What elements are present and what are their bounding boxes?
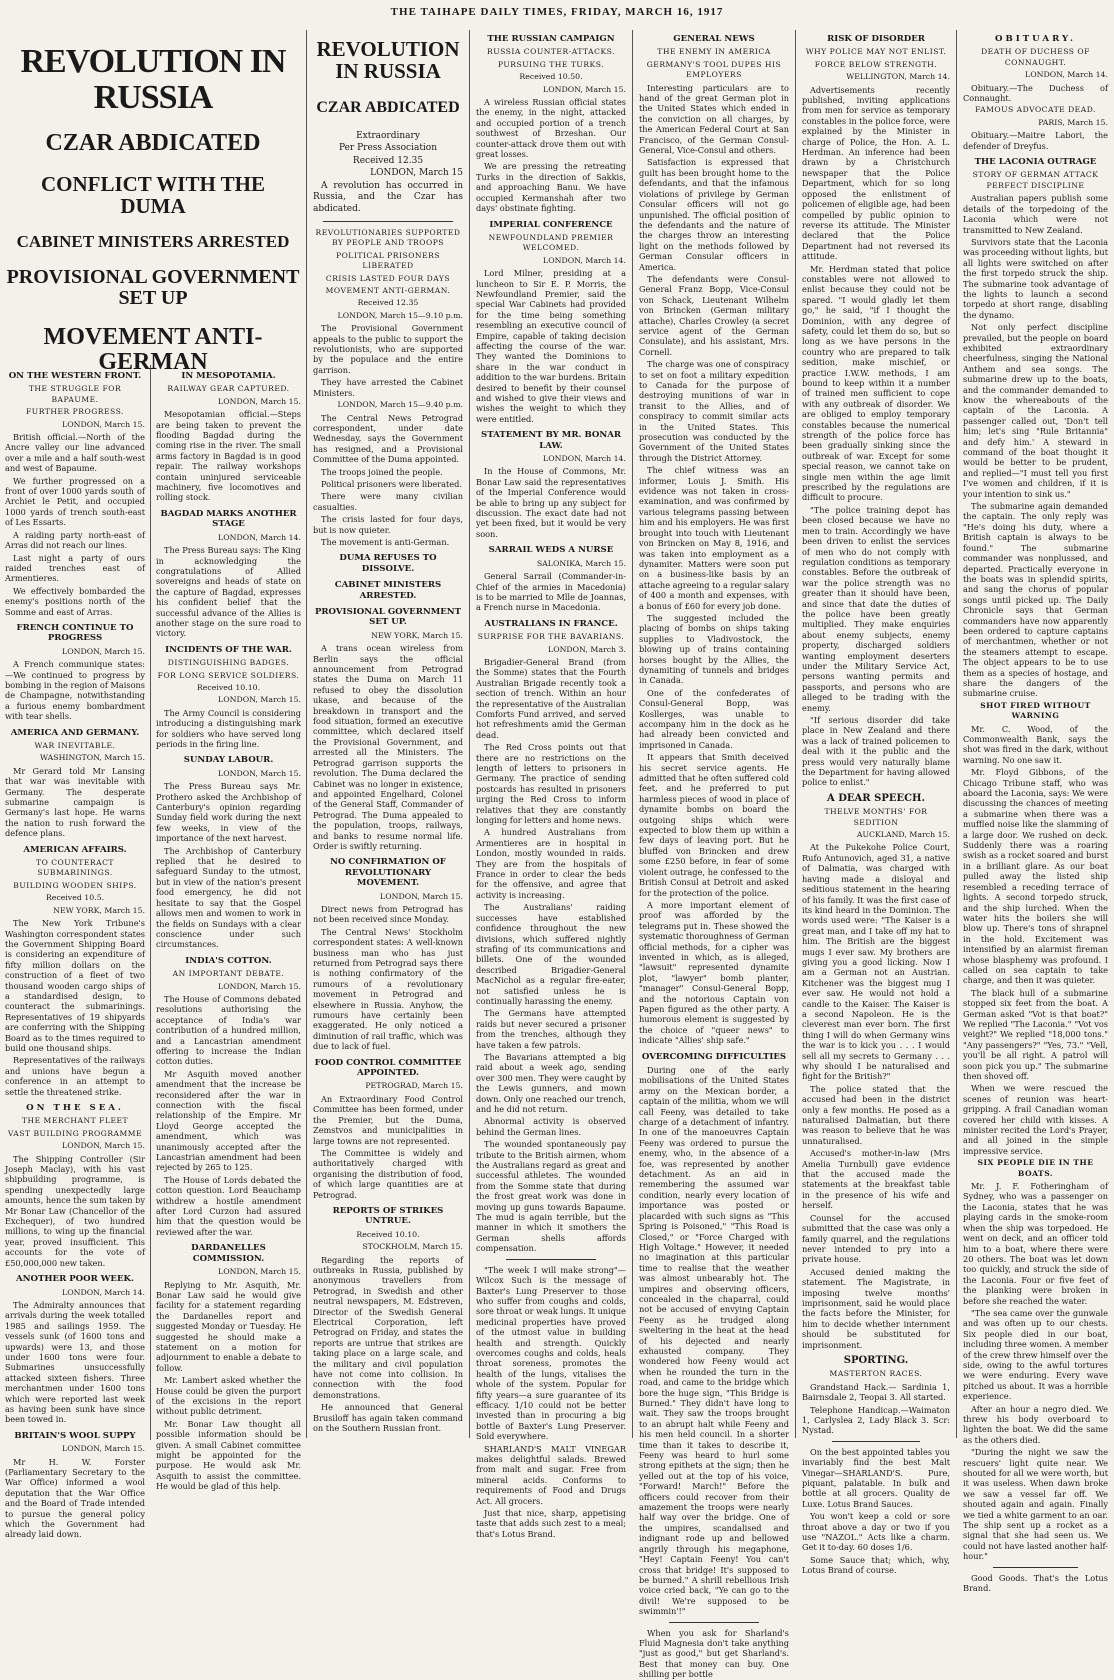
subheading: THE MERCHANT FLEET xyxy=(21,1116,129,1126)
paragraph: After an hour a negro died. We threw his body overboard to lighten the boat. We did the same as the others died. xyxy=(963,1403,1108,1445)
headline-czar-2: CZAR ABDICATED xyxy=(316,99,460,117)
subheading: RAILWAY GEAR CAPTURED. xyxy=(167,384,290,394)
paragraph: A wireless Russian official states the enemy, in the night, attacked and occupied portion of a trench southwest of Brzeshan. Our counter-attack drove them out with great losses. xyxy=(476,97,626,160)
paragraph: Regarding the reports of outbreaks in Russia, published by anonymous travellers from Petrograd, in Swedish and other neutral newspapers, M. Edstreven, Director of the Swedish General Electrical Corporation, left Petrograd on Friday, and states the reports are untrue that strikes are taking place on a large scale, and the military and civil population have not come into collision. In connection with the food demonstrations. xyxy=(313,1254,463,1400)
paragraph: Not only perfect discipline prevailed, but the people on board exhibited extraordinary cheerfulness, singing the National Anthem and sea songs. The submarine drew up to the boats, and the commander demanded to know the whereabouts of the captain of the Laconia. A passenger called out, 'Don't tell him; let's sing "Rule Britannia" and defy him.' A steward in command of the boat thought it would be better to be prudent, and replied—"I must tell you first I've women and children, if it is your intention to sink us." xyxy=(963,322,1108,499)
paragraph: The Germans have attempted raids but never secured a prisoner from the trenches, although they have taken a few patrols. xyxy=(476,1008,626,1050)
subheading: GERMANY'S TOOL DUPES HIS EMPLOYERS xyxy=(646,59,782,80)
paragraph: The submarine again demanded the captain. The only reply was "He's doing his duty, where a British captain is always to be found." The submarine commander was nonplussed, and departed. Practically everyone in the boats was in splendid spirits, and sang the chorus of popular songs until picked up. The Daily Chronicle says that German commanders have now apparently been ordered to capture captains of merchantmen, whether or not the steamers attempt to escape. The object appears to be to use them as a species of hostage, and share the dangers of the submarine cruise. xyxy=(963,501,1108,699)
subheading: RUSSIA COUNTER-ATTACKS. xyxy=(487,47,615,57)
headline-conflict: CONFLICT WITH THE DUMA xyxy=(40,171,266,218)
paragraph: In the House of Commons, Mr. Bonar Law said the representatives of the Imperial Conference would be able to bring up any subject for discussion. The exact date had not yet been fixed, but it would be very soon. xyxy=(476,466,626,539)
paragraph: The Committee is widely and authoritatively charged with organising the distribution of food, of which large quantities are at Petrograd. xyxy=(313,1147,463,1200)
paragraph: The Red Cross points out that there are no restrictions on the length of letters to prisoners in Germany. The practice of sending postcards has resulted in prisoners urging the Red Cross to inform relatives that they are constantly longing for letters and home news. xyxy=(476,742,626,826)
section-heading: INCIDENTS OF THE WAR. xyxy=(165,644,292,655)
subheading: MOVEMENT ANTI-GERMAN. xyxy=(325,286,451,296)
paragraph: A more important element of proof was afforded by the telegrams put in. These showed the systematic thoroughness of German official methods, for a cipher was invented in which, as is alleged, "lawsuit" represented dynamite plot, "lawyer" bomb planter, "manager" Consul-General Bopp, and the notorious Captain von Papen figured as the other party. A humorous element is suggested by the choice of "queer news" to indicate "Allies' ship safe." xyxy=(639,899,789,1046)
paragraph: The House of Commons debated resolutions authorising the acceptance of India's war contribution of a hundred million, and a Lancastrian amendment offering to increase the Indian cotton duties. xyxy=(156,993,301,1067)
received-line: Received 12.35 xyxy=(352,155,424,166)
subheading: THE STRUGGLE FOR BAPAUME. xyxy=(28,384,122,404)
paragraph: Grandstand Hack.— Sardinia 1, Bairnsdale 2, Teopai 3. All started. xyxy=(802,1381,950,1403)
advertisement: Just that nice, sharp, appetising taste that adds such zest to a meal; that's Lotus Brand. xyxy=(476,1508,626,1539)
dateline: LONDON, March 15. xyxy=(62,646,145,656)
headline-movement: MOVEMENT ANTI-GERMAN xyxy=(43,323,263,375)
section-heading: GENERAL NEWS xyxy=(673,34,755,44)
extraordinary-line: Extraordinary xyxy=(356,130,420,141)
paragraph: Satisfaction is expressed that guilt has been brought home to the defendants, and that the infamous violations of privilege by German Consular officers will not go unpunished. The official position of the defendants and the nature of the charges throw an interesting light on the methods followed by German Consular officers in America. xyxy=(639,157,789,272)
section-heading: FOOD CONTROL COMMITTEE APPOINTED. xyxy=(314,1057,462,1079)
subheading: FAMOUS ADVOCATE DEAD. xyxy=(975,105,1096,115)
paragraph: One of the confederates of Consul-General Bopp, was Kosllerges, was unable to accompany him in the dock as he had already been convicted and imprisoned in Canada. xyxy=(639,687,789,750)
dateline: PARIS, March 15. xyxy=(1038,117,1108,127)
section-heading: RISK OF DISORDER xyxy=(827,34,925,44)
paragraph: During one of the early mobilisations of the United States army on the Mexican border, a captain of the militia, whom we will call Feeny, was detailed to take charge of a detachment of infantry. In one of the manoeuvres Captain Feeny was ordered to pursue the enemy, who, in the absence of a foe, was represented by another detachment. As an aid in remembering the assumed war condition, nearly every location of importance was posted or placarded with such signs as "This Spring is Poisoned," "This Road is Closed," or "Force Charged with High Voltage." However, it needed no imagination at this particular time to realise that the weather was almost unbearably hot. The umpires and observing officers, concealed in the chaparral, could not be accused of envying Captain Feeny as he trudged along sweltering in the heat at the head of his dejected and nearly exhausted company. They wondered how Feeny would act when he rounded the turn in the road, and came to the bridge which bore the huge sign, "This Bridge is Burned." They didn't have long to wait. They saw the troops brought to an abrupt halt while Feeny and his men held council. In a shorter time than it takes to describe it, Feeny was heard to hurl some strong epithets at the sign; then he yelled out at the top of his voice, "Forward! March!" Before the officers could recover from their amazement the troops were nearly half way over the bridge. One of the umpires, scandalised and indignant rode up and bellowed angrily through his megaphone, "Hey! Captain Feeny! You can't cross that bridge! It's supposed to be burned." A shrill rebellious Irish voice cried back, "Ye can go to the divil! We're supposed to be swimmin'!" xyxy=(639,1065,789,1617)
advertisement: Some Sauce that; which, why, Lotus Brand of course. xyxy=(802,1554,950,1576)
column-4 xyxy=(633,30,795,1680)
paragraph: We effectively bombarded the enemy's positions north of the Somme and east of Arras. xyxy=(5,585,145,617)
dateline: LONDON, March 15 xyxy=(370,168,463,179)
dateline: WASHINGTON, March 15. xyxy=(39,753,145,763)
section-heading: ANOTHER POOR WEEK. xyxy=(16,1274,134,1285)
paragraph: General Sarrail (Commander-in-Chief of the armies in Macedonia) is to be married to Mlle de Joannas, a French nurse in Macedonia. xyxy=(476,571,626,613)
divider xyxy=(669,1622,759,1623)
paragraph: Accused's mother-in-law (Mrs Amelia Turnbull) gave evidence that the accused made the statements at the breakfast table in the presence of his wife and herself. xyxy=(802,1148,950,1211)
paragraph: The Shipping Controller (Sir Joseph Maclay), with his vast shipbuilding programme, is spending unexpectedly large amounts, hence the sum taken by Mr Bonar Law (Chancellor of the Exchequer), of two hundred millions, to wing up the financial year, proved insufficient. This accounts for the vote of £50,000,000 new taken. xyxy=(5,1153,145,1268)
subheading: SURPRISE FOR THE BAVARIANS. xyxy=(477,632,625,642)
dateline: LONDON, March 14. xyxy=(62,1287,145,1297)
section-heading: DUMA REFUSES TO DISSOLVE. xyxy=(339,553,437,574)
paragraph: Interesting particulars are to hand of the great German plot in the United States which ended in the conviction on all charges, by the American Federal Court at San Francisco, of the German Consul-General, Vice-Consul and others. xyxy=(639,82,789,156)
subheading: NEWFOUNDLAND PREMIER WELCOMED. xyxy=(488,232,614,253)
masthead: THE TAIHAPE DAILY TIMES, FRIDAY, MARCH 16, 1917 xyxy=(390,6,724,18)
divider xyxy=(832,1441,920,1442)
dateline: LONDON, March 15. xyxy=(218,981,301,991)
paragraph: The Central News' Stockholm correspondent states: A well-known business man who has just returned from Petrograd says there is nothing confirmatory of the rumours of a revolutionary movement in Petrograd and elsewhere in Russia. Anyhow, the rumours have certainly been exaggerated. He only noticed a diminution of rail traffic, which was due to lack of fuel. xyxy=(313,926,463,1052)
dateline: LONDON, March 15. xyxy=(380,891,463,901)
subheading: VAST BUILDING PROGRAMME xyxy=(7,1128,143,1138)
paragraph: The House of Lords debated the cotton question. Lord Beauchamp withdrew a hostile amendment after Lord Curzon had assured him that the question would be reviewed after the war. xyxy=(156,1174,301,1237)
dateline: LONDON, March 15. xyxy=(218,396,301,406)
paragraph: Mr Asquith moved another amendment that the increase be reconsidered after the war in connection with the fiscal relationship of the Empire. Mr Lloyd George accepted the amendment, which was unanimously accepted after the Lancastrian amendment had been rejected by 265 to 125. xyxy=(156,1068,301,1173)
paragraph: "During the night we saw the rescuers' light quite near. We shouted for all we were worth, but it was useless. When dawn broke we saw a vessel far off. We shouted again and again. Finally we tied a white garment to an oar. The ship sent up a rocket as a signal that she had seen us. We could not have lasted another half-hour." xyxy=(963,1447,1108,1562)
advertisement: SHARLAND'S MALT VINEGAR makes delightful salads. Brewed from malt and sugar. Free from mineral acids. Conforms to requirements of Food and Drugs Act. All grocers. xyxy=(476,1443,626,1506)
paragraph: They have arrested the Cabinet Ministers. xyxy=(313,377,463,398)
section-heading: OBITUARY. xyxy=(995,34,1076,44)
paragraph: We are pressing the retreating Turks in the direction of Sakkis, and approaching Banu. We have occupied Kermanshah after two days' obstinate fighting. xyxy=(476,161,626,214)
headline-cabinet: CABINET MINISTERS ARRESTED xyxy=(16,231,290,251)
subheading: POLITICAL PRISONERS LIBERATED xyxy=(335,250,441,271)
paragraph: Mr. Floyd Gibbons, of the Chicago Tribune staff, who was aboard the Laconia, says: We were discussing the chances of meeting a submarine when there was a muffled noise like the slamming of a large door. We rushed on deck. Suddenly there was a roaring swish as a rocket soared and burst in a brilliant glare. As our boat pulled away the listed ship resembled a receding terrace of lights. A second torpedo struck, and the ship lurched. When the water hits the boilers she will blow up. There's tons of shrapnel in the hold. Excitement was intensified by an alarmist fireman whose blasphemy was profound. I called on sea captain to take charge, and then it was quieter. xyxy=(963,767,1108,986)
paragraph: Lord Milner, presiding at a luncheon to Sir E. P. Morris, the Newfoundland Premier, said the special War Cabinets had provided for the time being something resembling an executive council of Empire, capable of taking decision affecting the course of the war. They wanted the Dominions to share in the war conduct in addition to the war burdens. Britain desired to benefit by their counsel and wished to give their views and wishes the weight to which they were entitled. xyxy=(476,268,626,424)
dateline: WELLINGTON, March 14. xyxy=(846,72,950,82)
paragraph: We further progressed on a front of over 1000 yards south of Archiet le Petit, and occupied 1000 yards of trench south-east of Les Essarts. xyxy=(5,475,145,528)
subheading: FOR LONG SERVICE SOLDIERS. xyxy=(157,670,300,680)
paragraph: The Provisional Government appeals to the public to support the revolutionists, who are supported by the populace and the entire garrison. xyxy=(313,323,463,375)
section-heading: AMERICAN AFFAIRS. xyxy=(23,844,127,855)
section-heading: AMERICA AND GERMANY. xyxy=(10,727,140,738)
dateline: NEW YORK, March 15. xyxy=(371,630,463,640)
received-line: Received 10.10. xyxy=(356,1229,420,1239)
section-heading: SPORTING. xyxy=(843,1354,909,1366)
paragraph: When we were rescued the scenes of reunion was heart-gripping. A frail Canadian woman covered her child with kisses. A minister recited the Lord's Prayer, and all joined in the simple impressive service. xyxy=(963,1083,1108,1156)
dateline: LONDON, March 15—9.10 p.m. xyxy=(337,310,463,320)
paragraph: It appears that Smith deceived his secret service agents. He admitted that he often suffered cold feet, and he preferred to put harmless pieces of wood in place of dynamite bombs on board the outgoing ships which were expected to blow them up within a few days of leaving port. But he bluffed von Brincken and drew some £250 before, in fear of some violent outrage, he confessed to the British Consul at Detroit and asked for the protection of the police. xyxy=(639,752,789,898)
paragraph: The Central News Petrograd correspondent, under date Wednesday, says the Government has resigned, and a Provisional Committee of the Duma appointed. xyxy=(313,412,463,465)
subheading: THE ENEMY IN AMERICA xyxy=(657,47,771,57)
subheading: MASTERTON RACES. xyxy=(829,1369,923,1379)
paragraph: The Admiralty announces that arrivals during the week totalled 1985 and sailings 1959. The vessels sunk (of 1600 tons and upwards) were 13, and those under 1600 tons were four. Submarines unsuccessfully attacked sixteen fishers. Three merchantmen under 1600 tons which were reported last week as having been sunk have since been towed in. xyxy=(5,1299,145,1425)
paragraph: British official.—North of the Ancre valley our line advanced over a mile and a half south-west and west of Bapaume. xyxy=(5,432,145,474)
paragraph: Brigadier-General Brand (from the Somme) states that the Fourth Australian Brigade recently took a section of trench. Within an hour the representative of the Australian Comforts Fund arrived, and served hot refreshments amid the German dead. xyxy=(476,656,626,740)
divider xyxy=(506,1259,596,1260)
section-heading: DARDANELLES COMMISSION. xyxy=(191,1243,266,1264)
section-heading: AUSTRALIANS IN FRANCE. xyxy=(484,618,618,629)
paragraph: The chief witness was an informer, Louis J. Smith. His evidence was not taken in cross-examination, and was confirmed by various telegrams passing between him and his employers. He was first brought into touch with Lieutenant von Brincken on May 8, 1916, and was taken into employment as a dynamiter. Matters were soon put on a business-like basis by an attache agreeing to a regular salary of 400 a month and expenses, with a bonus of £60 for every job done. xyxy=(639,465,789,611)
received-line: Received 10.50. xyxy=(519,72,583,82)
column-2 xyxy=(307,30,469,1440)
subheading: CRISIS LASTED FOUR DAYS xyxy=(325,273,451,283)
section-heading: FRENCH CONTINUE TO PROGRESS xyxy=(16,622,134,644)
subheading: FORCE BELOW STRENGTH. xyxy=(814,59,938,69)
paragraph: The wounded spontaneously pay tribute to the British airmen, whom the Australians regard as great and successful athletes. The wounded from the Somme state that during the frost great work was done in moving up guns towards Bapaume. The mud is again terrible, but the manner in which it smothers the German shells affords compensation. xyxy=(476,1139,626,1254)
section-heading: SUNDAY LABOUR. xyxy=(183,755,274,766)
column-1 xyxy=(0,30,306,1540)
section-heading: CABINET MINISTERS ARRESTED. xyxy=(334,580,442,601)
subheading: REVOLUTIONARIES SUPPORTED BY PEOPLE AND TROOPS xyxy=(315,228,461,248)
subheading: DEATH OF DUCHESS OF CONNAUGHT. xyxy=(981,47,1090,67)
subheading: SIX PEOPLE DIE IN THE BOATS. xyxy=(977,1158,1094,1178)
headline-provisional: PROVISIONAL GOVERNMENT SET UP xyxy=(6,265,300,309)
paragraph: "If serious disorder did take place in New Zealand and there was a lack of trained policemen to deal with it the public and the press would very naturally blame the Department for having allowed police to enlist." xyxy=(802,715,950,788)
dateline: LONDON, March 15. xyxy=(218,695,301,705)
section-heading: INDIA'S COTTON. xyxy=(185,955,272,966)
paragraph: The New York Tribune's Washington correspondent states the Government Shipping Board is considering an expenditure of fifty million dollars on the construction of a fleet of two thousand wooden cargo ships of a standardised design, to counteract the submarinings. Representatives of 19 shipyards are conferring with the Shipping Board as to the times required to build one thousand ships. xyxy=(5,918,145,1053)
paragraph: The Press Bureau says Mr. Prothero asked the Archbishop of Canterbury's opinion regarding Sunday field work during the next few weeks, in view of the importance of the next harvest. xyxy=(156,781,301,844)
dateline: LONDON, March 14. xyxy=(543,255,626,265)
dateline: LONDON, March 15. xyxy=(62,419,145,429)
dateline: AUCKLAND, March 15. xyxy=(856,830,950,840)
paragraph: A trans ocean wireless from Berlin says the official announcement from Petrograd states the Duma on March 11 refused to obey the dissolution ukase, and because of the breakdown in transport and the food situation, formed an executive committee, which declared itself the Provisional Government, and arrested all the Ministers. The Petrograd garrison supports the revolution. The Duma declared the Cabinet was no longer in existence, and appointed Engelhard, Colonel of the General Staff, Commander of Petrograd. The Duma appealed to the population, troops, railways, and banks to resume normal life. Order is swiftly returning. xyxy=(313,643,463,851)
headline-czar: CZAR ABDICATED xyxy=(45,130,261,157)
dateline: LONDON, March 14. xyxy=(1025,70,1108,80)
subheading: TO COUNTERACT SUBMARININGS. xyxy=(36,858,114,878)
dateline: SALONIKA, March 15. xyxy=(536,558,626,568)
paragraph: The defendants were Consul-General Franz Bopp, Vice-Consul von Schack, Lieutenant Wilhelm von Brincken (German military attache), Charles Crowley (a secret service agent of the German Consulate), and his assistant, Mrs. Cornell. xyxy=(639,273,789,357)
subheading: WAR INEVITABLE. xyxy=(34,741,116,750)
paragraph: Political prisoners were liberated. xyxy=(321,478,462,489)
section-heading: THE RUSSIAN CAMPAIGN xyxy=(487,34,615,44)
paragraph: Replying to Mr. Asquith, Mr. Bonar Law said he would give facility for a statement regarding the Dardanelles report and suggested Monday or Tuesday. He suggested he should make a statement on a motion for adjournment to enable a debate to follow. xyxy=(156,1279,301,1373)
dateline: NEW YORK, March 15. xyxy=(53,905,145,915)
paragraph: Mr. Herdman stated that police constables were not allowed to enlist because they could not be spared. "I would gladly let them go," he said, "if I thought the Dominion, with any degree of safety, could let them do so, but so long as we have persons in the country who are prepared to talk sedition, make mischief, or practice I.W.W. methods, I am bound to keep within it a number of trained men sufficient to cope with any outbreak of disorder. We are obliged to employ temporary constables because the numerical strength of the police force has been gradually sinking since the outbreak of war. Except for some special reason, we cannot take on single men within the age limit prescribed by the regulations are difficult to procure. xyxy=(802,263,950,503)
paragraph: A French communique states:—We continued to progress by bombing in the region of Maisons de Champagne, notwithstanding a furious enemy bombardment with tear shells. xyxy=(5,659,145,722)
paragraph: Mr. C. Wood, of the Commonwealth Bank, says the shot was fired in the dark, without warning. No one saw it. xyxy=(963,723,1108,765)
subheading: SHOT FIRED WITHOUT WARNING xyxy=(980,700,1091,721)
paragraph: Mr. J. F. Fotheringham of Sydney, who was a passenger on the Laconia, states that he was playing cards in the smoke-room when the ship was torpedoed. He went on deck, and an officer told him to a boat, where there were 20 others. The boat was let down too quickly, and struck the side of the Laconia. Four or five feet of the planking were broken in before she reached the water. xyxy=(963,1181,1108,1306)
paragraph: The Australians' raiding successes have established confidence throughout the new divisions, which suffered nightly strafing of its communications and billets. One of the wounded described Brigadier-General MacNichol as a regular fire-eater, not satisfied unless he is continually harassing the enemy. xyxy=(476,902,626,1006)
dateline: LONDON, March 15. xyxy=(218,768,301,778)
section-heading: ON THE WESTERN FRONT. xyxy=(8,371,142,381)
paragraph: An Extraordinary Food Control Committee has been formed, under the Premier, but the Duma, Zemstvos and municipalities in large towns are not represented. xyxy=(313,1093,463,1146)
advertisement: When you ask for Sharland's Fluid Magnesia don't take anything "just as good," but get Sharland's. Best that money can buy. One shilling per bottle xyxy=(639,1627,789,1680)
column-6 xyxy=(957,30,1114,1594)
paragraph: Mesopotamian official.—Steps are being taken to prevent the flooding Bagdad during the coming rise in the river. The small arms factory in Bagdad is in good repair. The railway workshops contain uninjured serviceable machinery, five locomotives and rolling stock. xyxy=(156,409,301,503)
subheading: FURTHER PROGRESS. xyxy=(26,407,124,417)
paragraph: Obituary.—Maitre Labori, the defender of Dreyfus. xyxy=(963,130,1108,151)
dateline: LONDON, March 15. xyxy=(62,1444,145,1454)
section-heading: A DEAR SPEECH. xyxy=(827,792,925,804)
paragraph: There were many civilian casualties. xyxy=(313,491,463,512)
advertisement: On the best appointed tables you invariably find the best Malt Vinegar—SHARLAND'S. Pure, piquant, palatable. In bulk and bottle at all grocers. Quality de Luxe. Lotus Brand Sauces. xyxy=(802,1446,950,1509)
section-heading: REPORTS OF STRIKES UNTRUE. xyxy=(332,1205,444,1227)
paragraph: The suggested included the placing of bombs on ships taking supplies to Vladivostock, the blowing up of trains containing horses bought by the Allies, the dynamiting of tunnels and bridges in Canada. xyxy=(639,612,789,686)
paragraph: Advertisements recently published, inviting applications from men for service as temporary constables in the police force, were explained by the Minister in charge of Police, the Hon. A. L. Herdman. An inference had been drawn by a Christchurch newspaper that the Police Department, which for so long opposed the enlistment of policemen of eligible age, had been compelled by public opinion to reverse its attitude. The Minister declared that the Police Department had not reversed its attitude. xyxy=(802,84,950,262)
subheading: BUILDING WOODEN SHIPS. xyxy=(13,880,137,890)
paragraph: Survivors state that the Laconia was proceeding without lights, but all lights were switched on after the first torpedo struck the ship. The submarine took advantage of the lights to launch a second torpedo at short range, disabling the dynamo. xyxy=(963,236,1108,320)
paragraph: A revolution has occurred in Russia, and the Czar has abdicated. xyxy=(313,180,463,214)
paragraph: The Army Council is considering introducing a distinguishing mark for soldiers who have served long periods in the firing line. xyxy=(156,707,301,749)
advertisement: "The week I will make strong"—Wilcox Such is the message of Baxter's Lung Preserver to those who suffer from coughs and colds, sore throat or weak lungs. It unique medicinal properties have proved of the utmost value in building health and strength. Quickly overcomes coughs and colds, heals throat soreness, promotes the health of the lungs, vitalises the whole of the system. Popular for fifty years—a sure guarantee of its efficacy. 1/10 could not be better invested than in procuring a big bottle of Baxter's Lung Preserver. Sold everywhere. xyxy=(476,1264,626,1442)
section-heading: STATEMENT BY MR. BONAR LAW. xyxy=(480,430,622,451)
dateline: LONDON, March 15. xyxy=(543,84,626,94)
subheading: PURSUING THE TURKS. xyxy=(497,59,605,69)
section-heading: NO CONFIRMATION OF REVOLUTIONARY MOVEMENT. xyxy=(330,857,446,889)
paragraph: Mr. Lambert asked whether the House could be given the purport of the excisions in the report without public detriment. xyxy=(156,1375,301,1417)
dateline: LONDON, March 15. xyxy=(62,1141,145,1151)
paragraph: Australian papers publish some details of the torpedoing of the Laconia which were not transmitted to New Zealand. xyxy=(963,193,1108,235)
section-heading: THE LACONIA OUTRAGE xyxy=(974,157,1097,168)
dateline: LONDON, March 14. xyxy=(543,454,626,464)
headline-revolution-2: REVOLUTION IN RUSSIA xyxy=(316,37,460,84)
paragraph: Mr Gerard told Mr Lansing that war was inevitable with Germany. The desperate submarine campaign is Germany's last hope. He warns the nation to rush forward the defence plans. xyxy=(5,765,145,839)
advertisement: Good Goods. That's the Lotus Brand. xyxy=(963,1572,1108,1594)
dateline: LONDON, March 15—9.40 p.m. xyxy=(337,400,463,410)
paragraph: The Archbishop of Canterbury replied that he desired to safeguard Sunday to the utmost, but in view of the nation's present food emergency, he did not hesitate to say that the Gospel allows men and women to work in the fields on Sundays with a clear conscience under such circumstances. xyxy=(156,845,301,950)
subheading: AN IMPORTANT DEBATE. xyxy=(172,969,285,979)
divider xyxy=(993,1567,1078,1568)
dateline: LONDON, March 3. xyxy=(548,644,626,654)
paragraph: Abnormal activity is observed behind the German lines. xyxy=(476,1116,626,1137)
received-line: Received 10.5. xyxy=(45,893,105,903)
section-heading: IMPERIAL CONFERENCE xyxy=(489,219,613,230)
dateline: LONDON, March 15. xyxy=(218,1267,301,1277)
paragraph: Last night a party of ours raided trenches east of Armentieres. xyxy=(5,552,145,584)
section-heading: IN MESOPOTAMIA. xyxy=(181,371,276,381)
dateline: LONDON, March 14. xyxy=(218,532,301,542)
paragraph: The Bavarians attempted a big raid about a week ago, sending over 300 men. They were caught by the Lewis gunners, and mown down. Only one reached our trench, and he did not return. xyxy=(476,1051,626,1114)
section-heading: BRITAIN'S WOOL SUPPY xyxy=(14,1430,136,1441)
paragraph: A raiding party north-east of Arras did not reach our lines. xyxy=(5,529,145,551)
paragraph: The movement is anti-German. xyxy=(321,536,450,547)
subheading: WHY POLICE MAY NOT ENLIST. xyxy=(805,47,947,57)
paragraph: The Press Bureau says: The King in acknowledging the congratulations of Allied sovereigns and heads of state on the capture of Bagdad, expresses his confident belief that the successful advance of the Allies is another stage on the sure road to victory. xyxy=(156,545,301,639)
paragraph: At the Pukekohe Police Court, Rufo Antunovich, aged 31, a native of Dalmatia, was charged with having made a disloyal and seditious statement in the hearing of his family. It was the first case of its kind heard in the Dominion. The words used were: "The Kaiser is a great man, and I take off my hat to him. The British are the biggest mugs I ever saw. My brothers are giving you a good licking. Now I am a German not an Austrian. Kitchener was the biggest mug I ever saw. He would not hold a candle to the Kaiser. The Kaiser is a second Napoleon. He is the cleverest man ever born. The first thing I will do when Germany wins the war is to kick you . . . I would sell all my secrets to Germany . . . why should I be naturalised and fight for the British?" xyxy=(802,842,950,1082)
paragraph: He announced that General Brusiloff has again taken command on the Southern Russian front. xyxy=(313,1402,463,1434)
paragraph: Representatives of the railways and unions have begun a conference in an attempt to settle the threatened strike. xyxy=(5,1055,145,1097)
paragraph: Mr H. W. Forster (Parliamentary Secretary to the War Office) informed a wool deputation that the War Office and the Board of Trade intended to pursue the general policy which the Government had already laid down. xyxy=(5,1456,145,1540)
column-3 xyxy=(470,30,632,1539)
section-heading: ON THE SEA. xyxy=(26,1103,124,1113)
paragraph: Direct news from Petrograd has not been received since Monday. xyxy=(313,903,463,925)
paragraph: A hundred Australians from Armentieres are in hospital in London, mostly wounded in raids. They are from the hospitals of France in order to clear the beds for the offensive, and agree that activity is increasing. xyxy=(476,827,626,900)
paragraph: The black hull of a submarine stopped six feet from the boat. A German asked "Vot is that boat?" We replied "The Laconia." "Vot vos veight?" We replied "18,000 tons." "Any passengers?" "Yes, 73." "Vell, you'll be all right. A patrol will soon pick you up." The submarine then shoved off. xyxy=(963,987,1108,1081)
paragraph: "The sea came over the gunwale and was often up to our chests. Six people died in our boat, including three women. A member of the crew threw himself over the side, owing to the awful tortures we were enduring. Every wave pitched us about. It was a horrible experience. xyxy=(963,1307,1108,1402)
paragraph: "The police training depot has been closed because we have no men to train. Accordingly we have been driven to enlist the services of men who do not comply with regulation conditions as temporary constables. Before the outbreak of war the police strength was no greater than it should have been, and since that date the duties of the police have been greatly multiplied. They make enquiries about enemy subjects, enemy property, discharged soldiers wanting employment deserters under the Military Service Act, persons wanting permits and passports, and persons who are alleged to be trading with the enemy. xyxy=(802,504,950,713)
paragraph: Obituary.—The Duchess of Connaught. xyxy=(963,82,1108,104)
paragraph: The charge was one of conspiracy to set on foot a military expedition to Canada for the purpose of destroying munitions of war in transit to the Allies, and of conspiracy to commit similar acts in the United States. This prosecution was conducted by the Government of the United States through the District Attorney. xyxy=(639,359,789,463)
paragraph: The police stated that the accused had been in the district only a few months. He posed as a naturalised Dalmatian, but there was reason to believe that he was unnaturalised. xyxy=(802,1083,950,1146)
paragraph: Counsel for the accused submitted that the case was only a family quarrel, and the regulations never intended to pry into a private house. xyxy=(802,1212,950,1265)
dateline: STOCKHOLM, March 15. xyxy=(362,1242,463,1252)
section-heading: OVERCOMING DIFFICULTIES xyxy=(641,1051,787,1062)
advertisement: You won't keep a cold or sore throat above a day or two if you use "NAZOL." Acts like a charm. Get it to-day. 60 doses 1/6. xyxy=(802,1511,950,1553)
headline-revolution: REVOLUTION IN RUSSIA xyxy=(20,43,286,116)
paragraph: The troops joined the people. xyxy=(321,466,443,477)
received-line: Received 12.35 xyxy=(357,298,419,308)
column-1-right xyxy=(151,365,306,1494)
column-5 xyxy=(796,30,956,1576)
section-heading: BAGDAD MARKS ANOTHER STAGE xyxy=(160,508,297,530)
received-line: Received 10.10. xyxy=(196,682,261,692)
paragraph: The crisis lasted for four days, but is now quieter. xyxy=(313,514,463,535)
subheading: DISTINGUISHING BADGES. xyxy=(167,658,290,668)
paragraph: Telephone Handicap.—Waimaton 1, Carlyslea 2, Lady Black 3. Scr: Nystad. xyxy=(802,1404,950,1436)
dateline: PETROGRAD, March 15. xyxy=(365,1081,463,1091)
paragraph: Accused denied making the statement. The Magistrate, in imposing twelve months' imprisonment, said he would place the facts before the Minister, for him to decide whether internment should be substituted for imprisonment. xyxy=(802,1266,950,1350)
subheading: THELVE MONTHS' FOR SEDITION xyxy=(824,807,928,827)
column-1-left xyxy=(0,365,150,1542)
paragraph: Mr. Bonar Law thought all possible information should be given. A small Cabinet committee might be appointed for the purpose. He would ask Mr. Asquith to assist the committee. He would be glad of this help. xyxy=(156,1418,301,1492)
section-heading: PROVISIONAL GOVERNMENT SET UP. xyxy=(314,607,462,628)
press-association-line: Per Press Association xyxy=(338,143,438,154)
divider xyxy=(323,221,453,222)
subheading: STORY OF GERMAN ATTACK PERFECT DISCIPLINE xyxy=(972,170,1099,190)
section-heading: SARRAIL WEDS A NURSE xyxy=(488,545,614,556)
